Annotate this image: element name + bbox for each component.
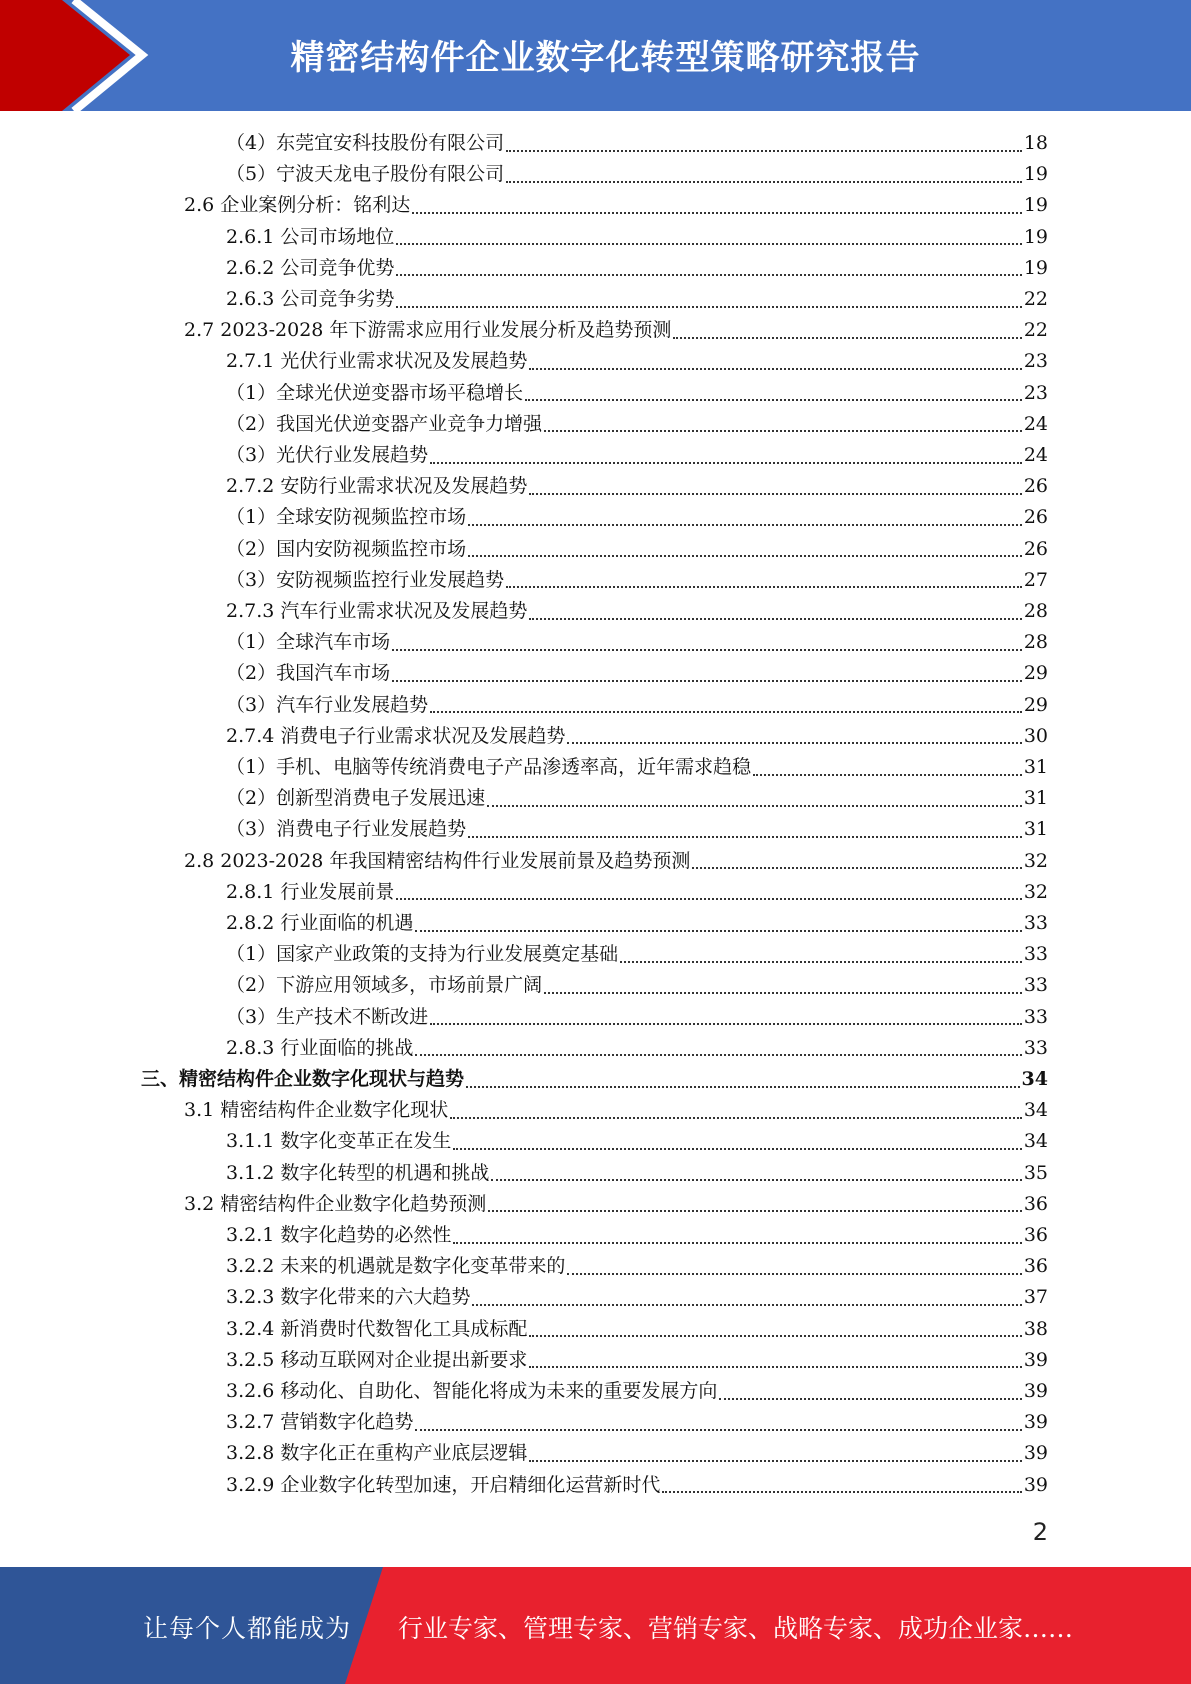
toc-entry-page: 36 [1023, 1255, 1048, 1278]
toc-leader-dots [662, 1491, 1021, 1493]
toc-entry-title: 三、精密结构件企业数字化现状与趋势 [141, 1068, 465, 1090]
toc-leader-dots [719, 1398, 1021, 1400]
footer-roles: 行业专家、管理专家、营销专家、战略专家、成功企业家…… [398, 1614, 1074, 1643]
toc-entry-title: （5）宁波天龙电子股份有限公司 [226, 163, 505, 186]
toc-entry[interactable] [184, 1189, 1048, 1220]
toc-entry-title: 3.1.1 数字化变革正在发生 [226, 1130, 452, 1153]
toc-entry-title: 2.6 企业案例分析：铭利达 [184, 194, 411, 217]
toc-leader-dots [466, 1086, 1020, 1088]
toc-entry-title: 3.2.1 数字化趋势的必然性 [226, 1224, 452, 1246]
toc-entry-page: 32 [1023, 880, 1048, 903]
toc-entry-page: 19 [1023, 256, 1048, 279]
toc-leader-dots [396, 243, 1021, 245]
toc-leader-dots [567, 1273, 1021, 1275]
toc-entry-page: 22 [1023, 288, 1048, 310]
toc-leader-dots [544, 992, 1022, 994]
toc-entry-title: 2.6.3 公司竞争劣势 [226, 288, 395, 310]
toc-entry-title: 2.8.3 行业面临的挑战 [226, 1036, 414, 1059]
toc-entry-title: （3）汽车行业发展趋势 [226, 693, 429, 716]
toc-entry[interactable] [226, 128, 1048, 159]
toc-entry-page: 34 [1021, 1068, 1048, 1090]
toc-entry-page: 29 [1023, 662, 1048, 685]
toc-entry-title: 3.2.2 未来的机遇就是数字化变革带来的 [226, 1255, 566, 1278]
toc-entry-title: 2.6.2 公司竞争优势 [226, 256, 395, 279]
toc-entry-title: （2）我国光伏逆变器产业竞争力增强 [226, 412, 543, 435]
toc-entry-title: 3.2.3 数字化带来的六大趋势 [226, 1286, 471, 1309]
toc-entry[interactable] [226, 1314, 1048, 1345]
toc-entry-title: 3.2.5 移动互联网对企业提出新要求 [226, 1348, 528, 1371]
toc-leader-dots [396, 274, 1021, 276]
toc-leader-dots [692, 867, 1021, 869]
toc-entry-title: （2）创新型消费电子发展迅速 [226, 787, 486, 810]
toc-entry-title: （2）国内安防视频监控市场 [226, 537, 467, 560]
toc-entry-page: 26 [1023, 475, 1048, 498]
toc-entry-page: 30 [1023, 724, 1048, 747]
toc-entry-page: 31 [1023, 818, 1048, 841]
toc-leader-dots [396, 306, 1021, 308]
toc-entry[interactable] [226, 1158, 1048, 1189]
toc-leader-dots [392, 680, 1022, 682]
toc-leader-dots [567, 742, 1021, 744]
toc-leader-dots [525, 399, 1022, 401]
toc-entry-page: 34 [1023, 1130, 1048, 1153]
toc-entry-page: 23 [1023, 381, 1048, 404]
toc-leader-dots [487, 805, 1022, 807]
toc-entry[interactable] [226, 970, 1048, 1001]
toc-leader-dots [673, 337, 1021, 339]
toc-entry-title: 2.7.4 消费电子行业需求状况及发展趋势 [226, 724, 566, 747]
toc-leader-dots [450, 1117, 1022, 1119]
toc-entry-title: 3.1 精密结构件企业数字化现状 [184, 1099, 449, 1122]
toc-entry[interactable] [226, 627, 1048, 658]
toc-entry[interactable] [184, 190, 1048, 221]
toc-entry-page: 29 [1023, 693, 1048, 716]
toc-entry[interactable] [226, 502, 1048, 533]
toc-entry[interactable] [226, 814, 1048, 845]
toc-leader-dots [430, 462, 1022, 464]
toc-entry-page: 19 [1023, 163, 1048, 186]
toc-leader-dots [453, 1242, 1021, 1244]
toc-entry[interactable] [226, 222, 1048, 253]
toc-leader-dots [453, 1148, 1021, 1150]
toc-entry[interactable] [226, 440, 1048, 471]
toc-entry[interactable] [226, 658, 1048, 689]
toc-leader-dots [488, 1210, 1022, 1212]
toc-entry[interactable] [226, 596, 1048, 627]
toc-entry[interactable] [226, 1345, 1048, 1376]
toc-leader-dots [529, 618, 1021, 620]
toc-entry-title: （1）全球光伏逆变器市场平稳增长 [226, 381, 524, 404]
toc-entry-page: 39 [1023, 1442, 1048, 1465]
toc-entry-title: 3.2 精密结构件企业数字化趋势预测 [184, 1192, 487, 1215]
toc-entry-page: 28 [1023, 600, 1048, 622]
toc-leader-dots [506, 586, 1022, 588]
toc-entry-page: 23 [1023, 350, 1048, 373]
toc-entry[interactable] [226, 378, 1048, 409]
toc-entry-page: 19 [1023, 225, 1048, 248]
toc-entry[interactable] [226, 284, 1048, 315]
report-title: 精密结构件企业数字化转型策略研究报告 [290, 38, 921, 78]
toc-entry[interactable] [226, 1251, 1048, 1282]
toc-entry[interactable] [226, 1220, 1048, 1251]
toc-entry-title: （3）安防视频监控行业发展趋势 [226, 568, 505, 591]
toc-entry[interactable] [226, 1438, 1048, 1469]
toc-entry-title: （1）国家产业政策的支持为行业发展奠定基础 [226, 943, 619, 966]
toc-entry[interactable] [184, 315, 1048, 346]
toc-entry[interactable] [226, 752, 1048, 783]
toc-entry-title: （3）生产技术不断改进 [226, 1005, 429, 1028]
toc-entry-page: 26 [1023, 506, 1048, 529]
toc-leader-dots [468, 836, 1022, 838]
toc-entry[interactable] [226, 565, 1048, 596]
toc-leader-dots [415, 1429, 1021, 1431]
toc-entry[interactable] [226, 1407, 1048, 1438]
toc-entry-page: 34 [1023, 1099, 1048, 1122]
toc-leader-dots [544, 430, 1022, 432]
toc-entry-title: 2.8.2 行业面临的机遇 [226, 912, 414, 934]
toc-entry[interactable] [226, 721, 1048, 752]
toc-entry-title: 2.8.1 行业发展前景 [226, 880, 395, 903]
toc-entry-page: 36 [1023, 1224, 1048, 1246]
toc-entry-title: 2.7.2 安防行业需求状况及发展趋势 [226, 475, 528, 498]
toc-entry[interactable] [226, 783, 1048, 814]
toc-entry-page: 28 [1023, 631, 1048, 654]
toc-entry[interactable] [226, 159, 1048, 190]
toc-leader-dots [392, 649, 1022, 651]
toc-entry-title: 3.1.2 数字化转型的机遇和挑战 [226, 1161, 490, 1184]
toc-entry[interactable] [226, 690, 1048, 721]
toc-entry-page: 33 [1023, 912, 1048, 934]
toc-entry[interactable] [226, 877, 1048, 908]
toc-entry[interactable] [141, 1064, 1048, 1095]
toc-leader-dots [506, 181, 1022, 183]
toc-leader-dots [415, 930, 1021, 932]
page-header [0, 0, 1191, 111]
toc-leader-dots [468, 555, 1022, 557]
toc-entry[interactable] [226, 253, 1048, 284]
toc-entry-page: 33 [1023, 1005, 1048, 1028]
toc-entry-title: 3.2.7 营销数字化趋势 [226, 1411, 414, 1434]
toc-entry-title: （4）东莞宜安科技股份有限公司 [226, 132, 505, 154]
toc-entry-title: （2）下游应用领域多，市场前景广阔 [226, 974, 543, 997]
toc-leader-dots [415, 1054, 1021, 1056]
toc-entry-title: （1）全球汽车市场 [226, 631, 391, 654]
toc-entry[interactable] [226, 1376, 1048, 1407]
toc-entry[interactable] [226, 471, 1048, 502]
toc-entry-page: 18 [1023, 132, 1048, 154]
toc-entry-title: （3）光伏行业发展趋势 [226, 444, 429, 466]
toc-entry-page: 31 [1023, 787, 1048, 810]
toc-entry-page: 36 [1023, 1192, 1048, 1215]
toc-entry-page: 39 [1023, 1380, 1048, 1402]
toc-entry-page: 37 [1023, 1286, 1048, 1309]
toc-entry[interactable] [226, 908, 1048, 939]
page-footer [0, 1567, 1191, 1684]
toc-leader-dots [430, 1023, 1022, 1025]
toc-leader-dots [468, 524, 1022, 526]
toc-entry[interactable] [226, 939, 1048, 970]
toc-leader-dots [412, 212, 1022, 214]
toc-entry[interactable] [226, 534, 1048, 565]
toc-leader-dots [491, 1179, 1021, 1181]
toc-entry-title: 2.6.1 公司市场地位 [226, 225, 395, 248]
toc-entry-title: （3）消费电子行业发展趋势 [226, 818, 467, 841]
toc-entry-page: 32 [1023, 849, 1048, 872]
toc-entry[interactable] [226, 1002, 1048, 1033]
toc-entry-page: 39 [1023, 1348, 1048, 1371]
toc-entry-page: 27 [1023, 568, 1048, 591]
toc-entry-page: 24 [1023, 412, 1048, 435]
toc-entry-page: 33 [1023, 974, 1048, 997]
toc-entry[interactable] [226, 1470, 1048, 1501]
toc-entry-page: 26 [1023, 537, 1048, 560]
toc-entry-title: 3.2.6 移动化、自助化、智能化将成为未来的重要发展方向 [226, 1380, 718, 1402]
toc-entry-page: 39 [1023, 1411, 1048, 1434]
page-number: 2 [1032, 1518, 1048, 1546]
toc-entry-title: （1）全球安防视频监控市场 [226, 506, 467, 529]
footer-slogan: 让每个人都能成为 [143, 1614, 352, 1643]
toc-leader-dots [529, 368, 1021, 370]
toc-entry[interactable] [226, 1033, 1048, 1064]
toc-entry-page: 33 [1023, 1036, 1048, 1059]
toc-leader-dots [472, 1304, 1021, 1306]
toc-entry-title: （1）手机、电脑等传统消费电子产品渗透率高，近年需求趋稳 [226, 756, 752, 778]
toc-entry[interactable] [226, 346, 1048, 377]
toc-entry[interactable] [226, 409, 1048, 440]
toc-entry[interactable] [226, 1126, 1048, 1157]
toc-entry-page: 19 [1023, 194, 1048, 217]
toc-leader-dots [430, 711, 1022, 713]
toc-leader-dots [396, 898, 1021, 900]
toc-entry[interactable] [184, 1095, 1048, 1126]
toc-leader-dots [506, 150, 1022, 152]
toc-entry-title: 3.2.9 企业数字化转型加速，开启精细化运营新时代 [226, 1473, 661, 1496]
toc-entry-title: 2.7 2023-2028 年下游需求应用行业发展分析及趋势预测 [184, 319, 672, 342]
toc-entry-title: 3.2.8 数字化正在重构产业底层逻辑 [226, 1442, 528, 1465]
toc-leader-dots [529, 1335, 1021, 1337]
toc-entry-page: 35 [1023, 1161, 1048, 1184]
toc-entry-title: 2.7.1 光伏行业需求状况及发展趋势 [226, 350, 528, 373]
toc-entry-title: 2.7.3 汽车行业需求状况及发展趋势 [226, 600, 528, 622]
toc-entry-page: 38 [1023, 1317, 1048, 1340]
toc-leader-dots [529, 493, 1021, 495]
toc-entry-page: 24 [1023, 444, 1048, 466]
toc-leader-dots [529, 1366, 1021, 1368]
toc-entry-title: （2）我国汽车市场 [226, 662, 391, 685]
toc-entry-page: 33 [1023, 943, 1048, 966]
toc-entry-page: 22 [1023, 319, 1048, 342]
toc-entry-page: 31 [1023, 756, 1048, 778]
toc-leader-dots [620, 961, 1022, 963]
toc-entry[interactable] [184, 846, 1048, 877]
toc-entry-title: 2.8 2023-2028 年我国精密结构件行业发展前景及趋势预测 [184, 849, 691, 872]
toc-leader-dots [753, 774, 1022, 776]
toc-leader-dots [529, 1460, 1021, 1462]
toc-entry-page: 39 [1023, 1473, 1048, 1496]
toc-entry[interactable] [226, 1282, 1048, 1313]
toc-entry-title: 3.2.4 新消费时代数智化工具成标配 [226, 1317, 528, 1340]
